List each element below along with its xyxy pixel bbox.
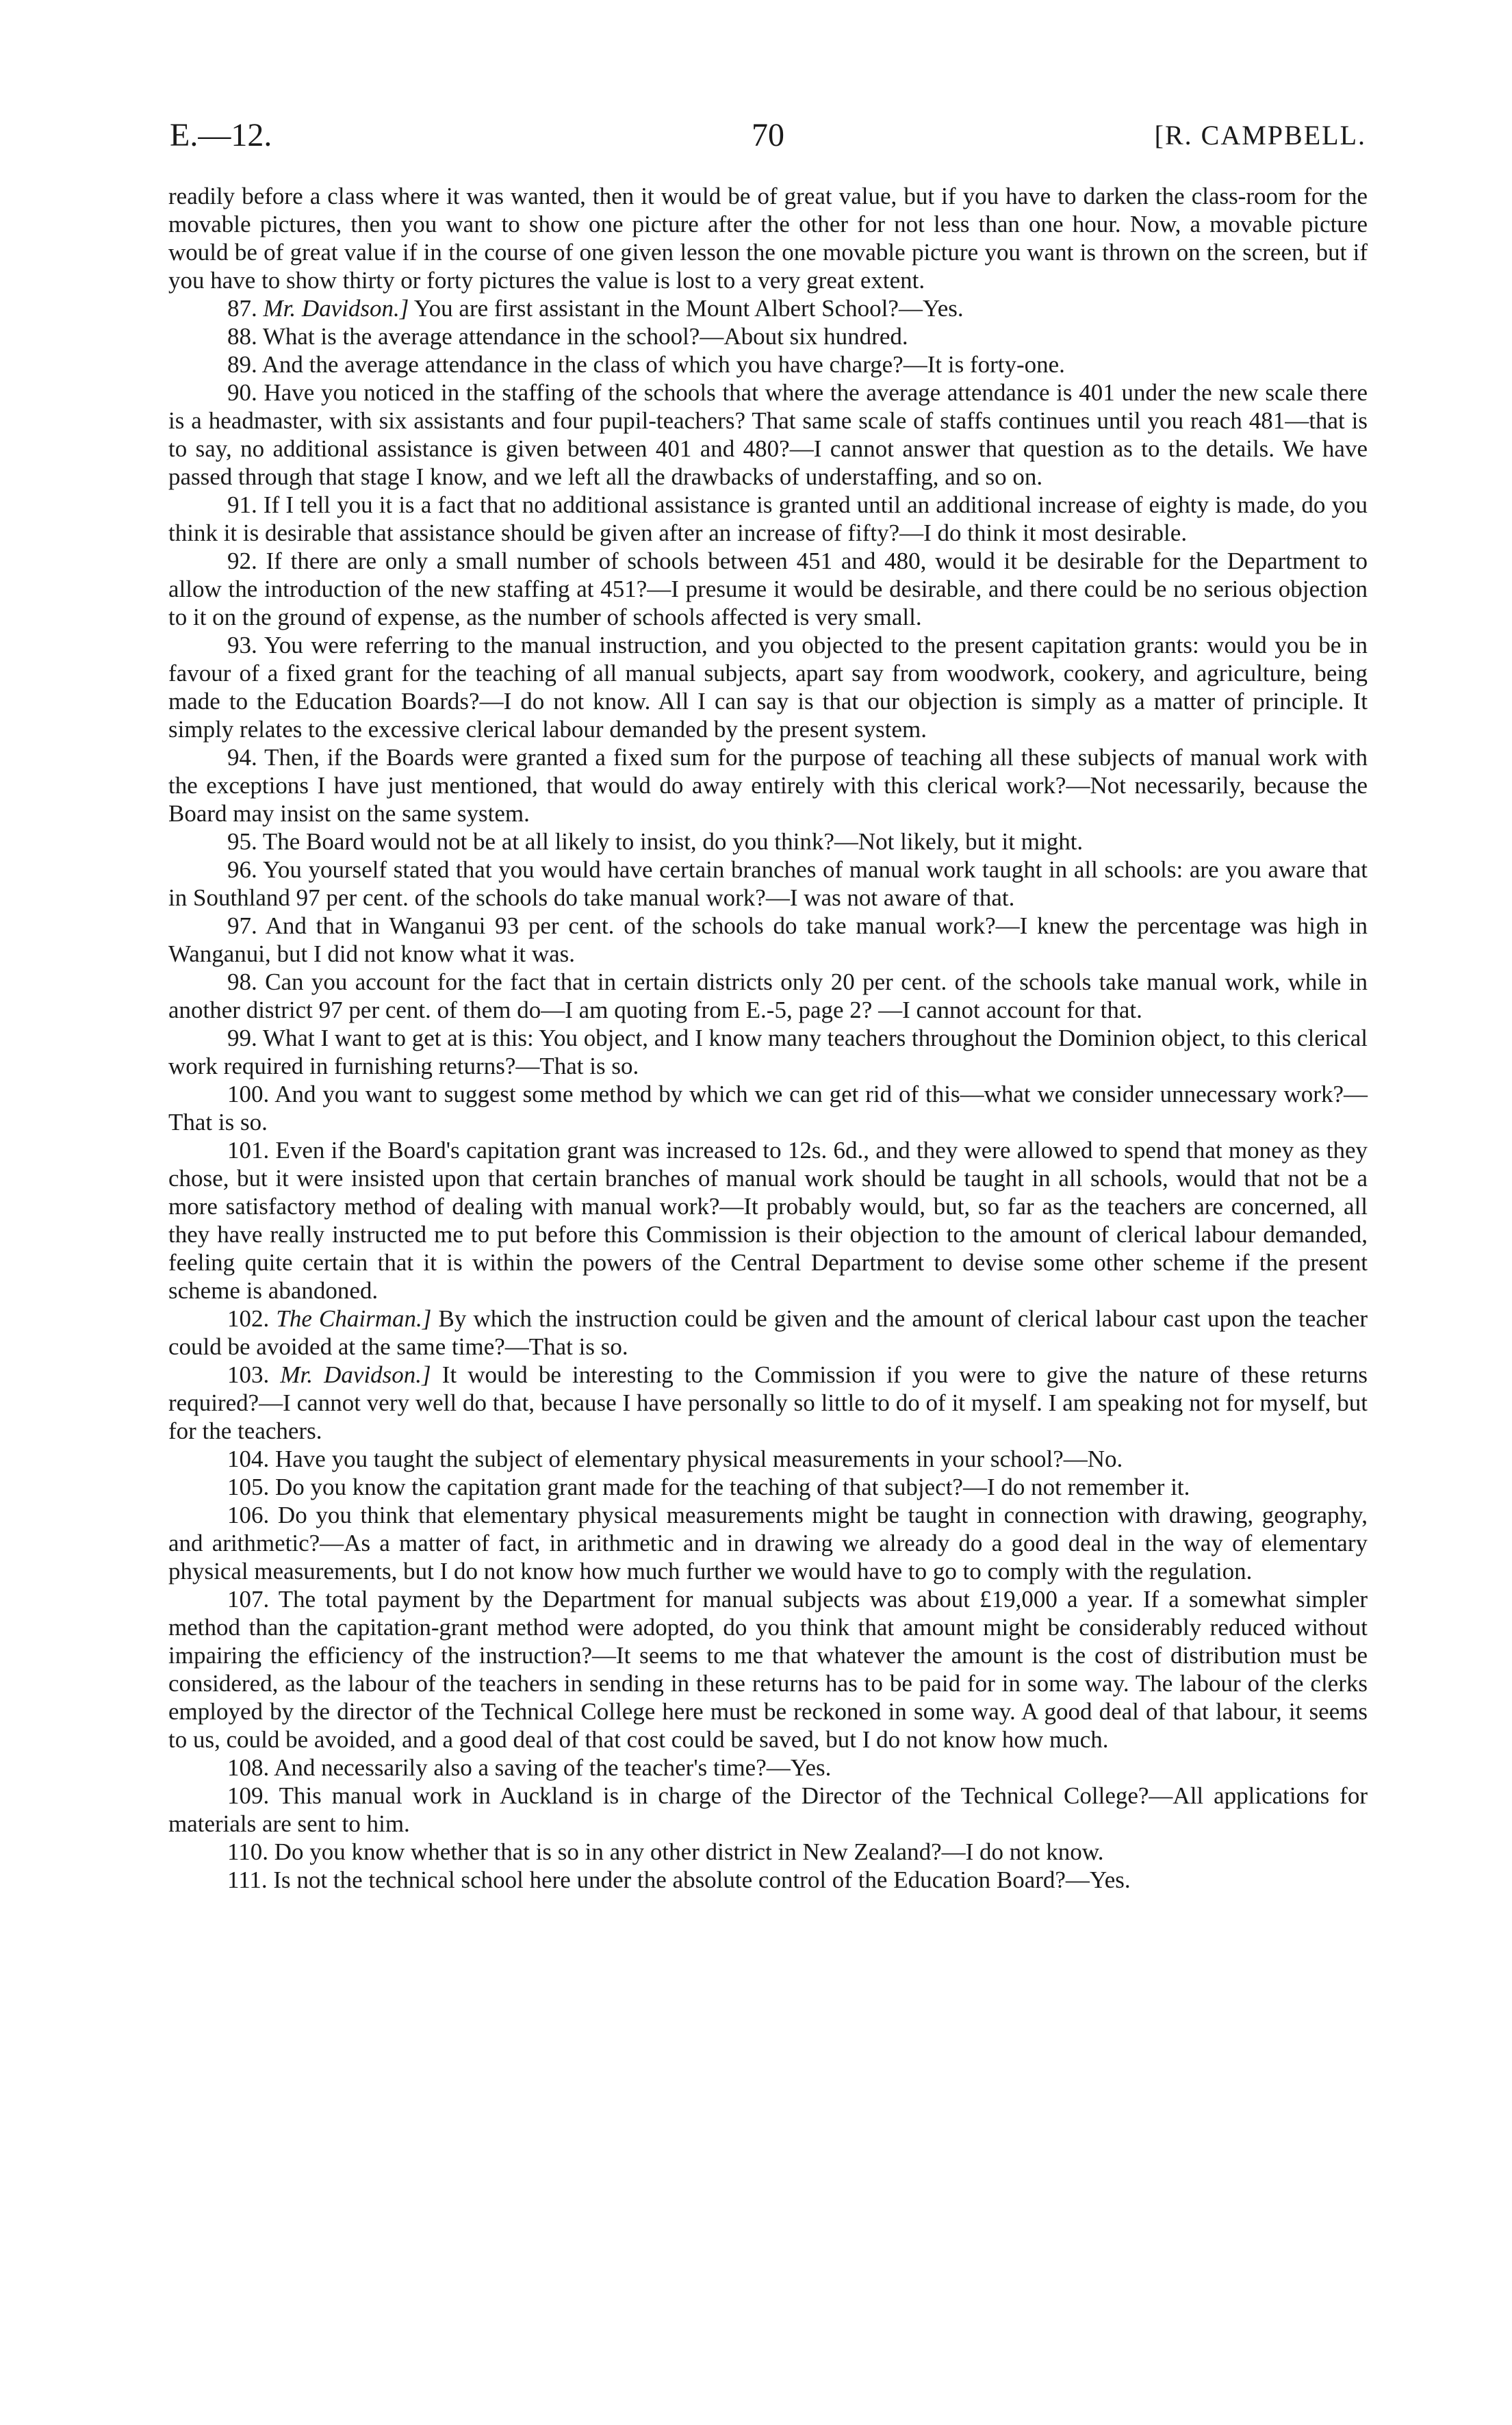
question-answer-paragraph [168, 1473, 1368, 1501]
paragraph-text: You are first assistant in the Mount Albert School?—Yes. [409, 295, 964, 322]
question-answer-paragraph [168, 1305, 1368, 1361]
question-number: 98. [227, 968, 266, 995]
question-answer-paragraph [168, 1585, 1368, 1754]
paragraph-text: By which the instruction could be given and the amount of clerical labour cast upon the teacher could be avoided at the same time?—That is so. [168, 1305, 1368, 1360]
question-number: 100. [227, 1081, 275, 1107]
paragraph-text: This manual work in Auckland is in charge of the Director of the Technical College?—All applications for materials are sent to him. [168, 1782, 1368, 1837]
question-answer-paragraph [168, 294, 1368, 322]
question-number: 96. [227, 856, 264, 883]
question-number: 93. [227, 632, 264, 658]
paragraph-text: It would be interesting to the Commission if you were to give the nature of these returns required?—I cannot very well do that, because I have personally so little to do of it myself. I am speaking not for myself, but for the teachers. [168, 1361, 1368, 1444]
question-number: 91. [227, 491, 264, 518]
question-number: 102. [227, 1305, 277, 1332]
question-answer-paragraph [168, 1361, 1368, 1445]
paragraph-text: If there are only a small number of schools between 451 and 480, would it be desirable for the Department to allow the introduction of the new staffing at 451?—I presume it would be desirable, and there could be no serious objection to it on the ground of expense, as the number of schools affected is very small. [168, 548, 1368, 630]
paragraph-text: Do you know the capitation grant made for the teaching of that subject?—I do not remember it. [275, 1474, 1190, 1500]
paragraph-text: And the average attendance in the class of which you have charge?—It is forty-one. [261, 351, 1065, 378]
question-number: 94. [227, 744, 265, 771]
question-number: 95. [227, 828, 263, 855]
question-answer-paragraph [168, 350, 1368, 378]
question-number: 106. [227, 1502, 278, 1528]
paragraph-text: You were referring to the manual instruction, and you objected to the present capitation grants: would you be in favour of a fixed grant for the teaching of all manual subjects, apart say from woodwork, cookery, and agriculture, being made to the Education Boards?—I do not know. All I can say is that our objection is simply as a matter of principle. It simply relates to the excessive clerical labour demanded by the present system. [168, 632, 1368, 743]
question-number: 110. [227, 1838, 274, 1865]
question-answer-paragraph [168, 827, 1368, 856]
speaker-name: The Chairman.] [276, 1305, 432, 1332]
paragraph-text: What I want to get at is this: You object, and I know many teachers throughout the Dominion object, to this clerical work required in furnishing returns?—That is so. [168, 1025, 1368, 1079]
question-number: 97. [227, 912, 266, 939]
paragraph-text: The total payment by the Department for manual subjects was about £19,000 a year. If a somewhat simpler method than the capitation-grant method were adopted, do you think that amount might be considerably reduced without impairing the efficiency of the instruction?—It seems to me that whatever the amount is the cost of distribution must be considered, as the labour of the teachers in sending in these returns has to be paid for in some way. The labour of the clerks employed by the director of the Technical College here must be reckoned in some way. A good deal of that labour, it seems to us, could be avoided, and a good deal of that cost could be saved, but I do not know how much. [168, 1586, 1368, 1753]
question-number: 109. [227, 1782, 279, 1809]
question-answer-paragraph [168, 856, 1368, 912]
question-answer-paragraph [168, 1501, 1368, 1585]
question-number: 111. [227, 1866, 274, 1893]
paragraph-text: Can you account for the fact that in certain districts only 20 per cent. of the schools take manual work, while in another district 97 per cent. of them do—I am quoting from E.-5, page 2? —I cannot account for that. [168, 968, 1368, 1023]
speaker-name: Mr. Davidson.] [263, 295, 409, 322]
question-answer-paragraph [168, 1754, 1368, 1782]
question-number: 104. [227, 1446, 275, 1472]
question-answer-paragraph [168, 378, 1368, 491]
question-answer-paragraph [168, 1782, 1368, 1838]
question-number: 108. [227, 1754, 274, 1781]
witness-name: [R. CAMPBELL. [1154, 120, 1366, 151]
question-answer-paragraph [168, 1024, 1368, 1080]
paragraph-text: Have you noticed in the staffing of the schools that where the average attendance is 401 under the new scale there is a headmaster, with six assistants and four pupil-teachers? That same scale of staffs continues until you reach 481—that is to say, no additional assistance is given between 401 and 480?—I cannot answer that question as to the details. We have passed through that stage I know, and we left all the drawbacks of understaffing, and so on. [168, 379, 1368, 490]
question-number: 87. [227, 295, 264, 322]
question-answer-paragraph [168, 743, 1368, 827]
paragraph-text: Then, if the Boards were granted a fixed sum for the purpose of teaching all these subjects of manual work with the exceptions I have just mentioned, that would do away entirely with this clerical work?—Not necessarily, because the Board may insist on the same system. [168, 744, 1368, 827]
evidence-text [168, 182, 1368, 1894]
question-number: 88. [227, 323, 263, 350]
question-answer-paragraph [168, 1838, 1368, 1866]
paragraph-text: And you want to suggest some method by which we can get rid of this—what we consider unnecessary work?—That is so. [168, 1081, 1368, 1135]
question-number: 101. [227, 1137, 276, 1164]
paragraph-text: If I tell you it is a fact that no additional assistance is granted until an additional increase of eighty is made, do you think it is desirable that assistance should be given after an increase of fifty?—I do think it most desirable. [168, 491, 1368, 546]
question-answer-paragraph [168, 547, 1368, 631]
question-answer-paragraph [168, 491, 1368, 547]
question-number: 105. [227, 1474, 275, 1500]
question-answer-paragraph [168, 1136, 1368, 1305]
question-answer-paragraph [168, 1445, 1368, 1473]
paragraph-text: Do you think that elementary physical measurements might be taught in connection with drawing, geography, and arithmetic?—As a matter of fact, in arithmetic and in drawing we already do a good deal in the way of elementary physical measurements, but I do not know how much further we would have to go to comply with the regulation. [168, 1502, 1368, 1584]
paragraph-text: What is the average attendance in the school?—About six hundred. [262, 323, 908, 350]
question-answer-paragraph [168, 912, 1368, 968]
continued-paragraph [168, 182, 1368, 294]
question-number: 92. [227, 548, 266, 574]
question-number: 103. [227, 1361, 281, 1388]
question-answer-paragraph [168, 968, 1368, 1024]
question-number: 90. [227, 379, 264, 406]
question-answer-paragraph [168, 1866, 1368, 1894]
paragraph-text: Do you know whether that is so in any other district in New Zealand?—I do not know. [274, 1838, 1104, 1865]
question-number: 89. [227, 351, 262, 378]
paragraph-text: Even if the Board's capitation grant was increased to 12s. 6d., and they were allowed to spend that money as they chose, but it were insisted upon that certain branches of manual work should be taught in all schools, would that not be a more satisfactory method of dealing with manual work?—It probably would, but, so far as the teachers are concerned, all they have really instructed me to put before this Commission is their objection to the amount of clerical labour demanded, feeling quite certain that it is within the powers of the Central Department to devise some other scheme if the present scheme is abandoned. [168, 1137, 1368, 1304]
paragraph-text: And necessarily also a saving of the teacher's time?—Yes. [274, 1754, 832, 1781]
document-reference: E.—12. [170, 117, 272, 153]
paragraph-text: Have you taught the subject of elementary physical measurements in your school?—No. [275, 1446, 1123, 1472]
paragraph-text: And that in Wanganui 93 per cent. of the schools do take manual work?—I knew the percentage was high in Wanganui, but I did not know what it was. [168, 912, 1368, 967]
paragraph-text: The Board would not be at all likely to insist, do you think?—Not likely, but it might. [262, 828, 1084, 855]
page-header [170, 116, 1366, 157]
question-answer-paragraph [168, 1080, 1368, 1136]
page-number: 70 [752, 117, 784, 153]
question-number: 107. [227, 1586, 279, 1613]
question-answer-paragraph [168, 631, 1368, 743]
paragraph-text: Is not the technical school here under the absolute control of the Education Board?—Yes. [273, 1866, 1131, 1893]
paragraph-text: readily before a class where it was wanted, then it would be of great value, but if you have to darken the class-room for the movable pictures, then you want to show one picture after the other for not less than one hour. Now, a movable picture would be of great value if in the course of one given lesson the one movable picture you want is thrown on the screen, but if you have to show thirty or forty pictures the value is lost to a very great extent. [168, 183, 1368, 294]
question-number: 99. [227, 1025, 263, 1051]
question-answer-paragraph [168, 322, 1368, 350]
speaker-name: Mr. Davidson.] [280, 1361, 431, 1388]
paragraph-text: You yourself stated that you would have certain branches of manual work taught in all schools: are you aware that in Southland 97 per cent. of the schools do take manual work?—I was not aware of that. [168, 856, 1368, 911]
